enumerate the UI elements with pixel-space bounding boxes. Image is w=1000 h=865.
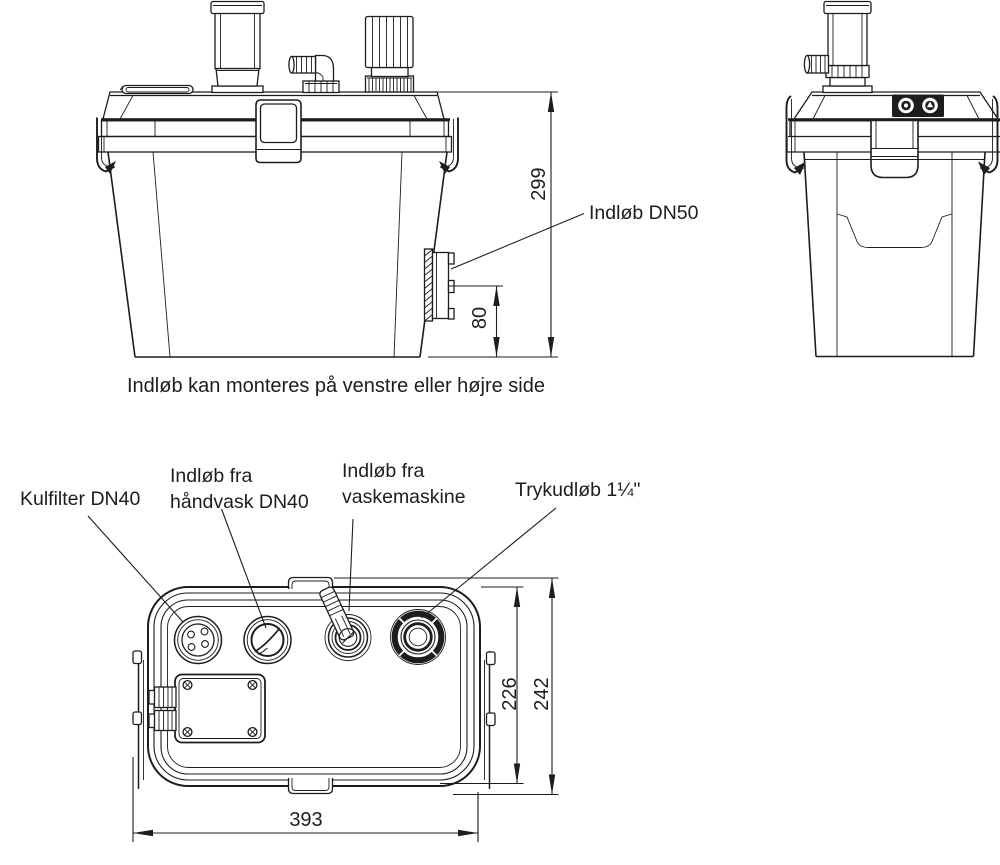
- tv-cable-glands: [149, 687, 176, 731]
- front-view-caption: Indløb kan monteres på venstre eller højre side: [127, 375, 545, 397]
- fv-carbon-filter-pipe: [211, 2, 264, 93]
- tv-port-kulfilter: [175, 617, 222, 664]
- fv-vent-elbow: [289, 56, 339, 93]
- fv-leader-inlet: [451, 214, 584, 270]
- tv-clamp-right: [485, 651, 496, 789]
- dim-80: 80: [468, 306, 491, 330]
- label-kulfilter: Kulfilter DN40: [20, 488, 141, 510]
- tv-port-handvask: [244, 617, 291, 664]
- dim-393: 393: [289, 808, 323, 831]
- fv-latch-clip: [256, 100, 301, 163]
- label-handvask: Indløb fra håndvask DN40: [170, 465, 309, 513]
- tv-port-vaskemaskine: [319, 586, 371, 661]
- tv-clamp-left: [133, 651, 144, 789]
- top-view: [88, 508, 559, 842]
- dim-242: 242: [530, 677, 553, 711]
- sv-tank-body: [804, 152, 985, 357]
- dim-299: 299: [527, 167, 550, 201]
- label-trykudlob: Trykudløb 1¼": [515, 479, 641, 501]
- label-vaskemaskine: Indløb fra vaskemaskine: [342, 460, 466, 508]
- fv-tank-body: [108, 152, 447, 357]
- tv-latch-top: [289, 578, 333, 590]
- side-view: [787, 2, 1000, 357]
- sv-hose-barb: [804, 55, 828, 73]
- tv-port-trykudlob: [391, 610, 446, 665]
- fv-clamp-left: [97, 118, 116, 175]
- fv-pressure-knob: [366, 17, 414, 93]
- fv-side-inlet-dn50: [425, 249, 455, 321]
- sv-carbon-filter-pipe: [823, 2, 872, 93]
- sv-connector-panel: [892, 95, 944, 118]
- dim-226: 226: [498, 677, 521, 711]
- tv-latch-bottom: [289, 778, 333, 794]
- tv-electrical-box: [175, 675, 265, 743]
- sv-latch-clip: [871, 121, 918, 178]
- label-indlob-dn50: Indløb DN50: [589, 202, 699, 224]
- front-view: [97, 2, 584, 358]
- tv-dim-242: [334, 578, 559, 795]
